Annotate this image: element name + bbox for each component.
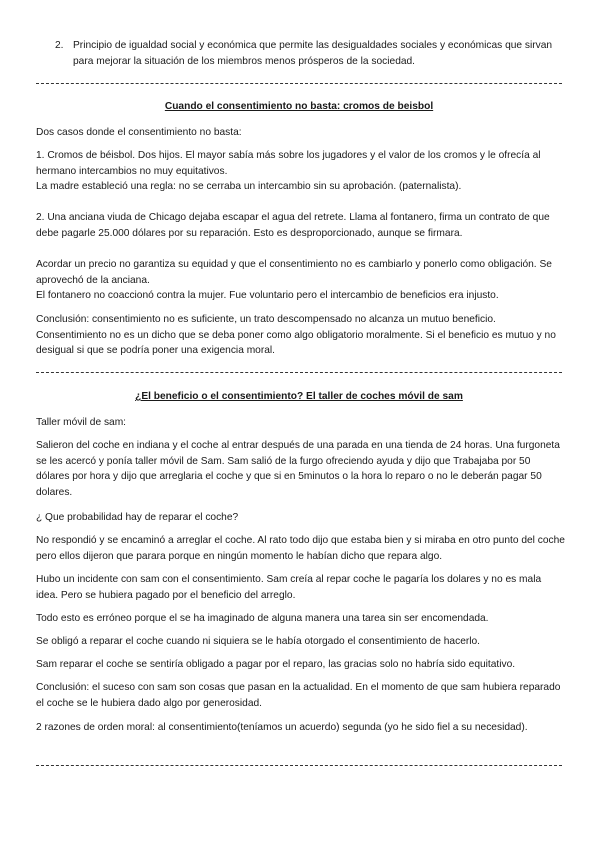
paragraph: ¿ Que probabilidad hay de reparar el coche? xyxy=(36,512,239,523)
list-item-text: Principio de igualdad social y económica que permite las desigualdades sociales y económicas que sirvan para mejorar la situación de los miembros menos prósperos de la sociedad. xyxy=(73,40,553,67)
paragraph: Se obligó a reparar el coche cuando ni siquiera se le había otorgado el consentimiento de hacerlo. xyxy=(36,636,481,647)
paragraph-conclusion: Conclusión: el suceso con sam son cosas que pasan en la actualidad. En el momento de que sam hubiera reparado el coche se le hubiera dado algo por generosidad. xyxy=(36,682,561,709)
paragraph: No respondió y se encaminó a arreglar el coche. Al rato todo dijo que estaba bien y si miraba en otro punto del coche pero ellos dijeron que parara porque en ningún momento le habían dicho que repara algo. xyxy=(36,535,565,562)
paragraph: Taller móvil de sam: xyxy=(36,417,127,428)
paragraph: Hubo un incidente con sam con el consentimiento. Sam creía al repar coche le pagaría los dolares y no es mala idea. Pero se hubiera pagado por el beneficio del arreglo. xyxy=(36,574,542,601)
section-heading-cromos: Cuando el consentimiento no basta: cromos de beisbol xyxy=(164,101,434,112)
dashed-separator xyxy=(36,765,562,766)
list-number: 2. xyxy=(55,40,64,51)
dashed-separator xyxy=(36,372,562,373)
paragraph: Sam reparar el coche se sentiría obligado a pagar por el reparo, las gracias solo no habría sido equitativo. xyxy=(36,659,516,670)
case-1-text: 1. Cromos de béisbol. Dos hijos. El mayor sabía más sobre los jugadores y el valor de los cromos y le ofrecía al hermano intercambios no muy equitativos. xyxy=(36,150,541,177)
paragraph: Dos casos donde el consentimiento no basta: xyxy=(36,127,242,138)
paragraph-case-2: 2. Una anciana viuda de Chicago dejaba escapar el agua del retrete. Llama al fontanero, firma un contrato de que debe pagarle 25.000 dólares por su reparación. Esto es desproporcionado, aunque se firmara. xyxy=(36,212,550,239)
section-heading-taller: ¿El beneficio o el consentimiento? El taller de coches móvil de sam xyxy=(135,391,463,402)
paragraph-line: Acordar un precio no garantiza su equidad y que el consentimiento no es cambiarlo y ponerlo como obligación. Se aprovechó de la anciana. xyxy=(36,259,552,286)
paragraph: 2 razones de orden moral: al consentimiento(teníamos un acuerdo) segunda (yo he sido fiel a su necesidad). xyxy=(36,722,528,733)
dashed-separator xyxy=(36,83,562,84)
paragraph-case-1 xyxy=(36,148,566,195)
paragraph: Salieron del coche en indiana y el coche al entrar después de una parada en una tienda de 24 horas. Una furgoneta se les acercó y ponía taller móvil de Sam. Sam salió de la furgo ofreciendo ayuda y dijo que Trabajaba por 50 dólares por hora y dijo que arreglaria el coche y que si en 5minutos o la hora lo reparo o no le deberán pagar 50 dolares. xyxy=(36,440,560,498)
paragraph-line: El fontanero no coaccionó contra la mujer. Fue voluntario pero el intercambio de beneficios era injusto. xyxy=(36,290,499,301)
paragraph xyxy=(36,257,566,304)
case-1-rule: La madre estableció una regla: no se cerraba un intercambio sin su aprobación. (paternalista). xyxy=(36,181,462,192)
paragraph: Todo esto es erróneo porque el se ha imaginado de alguna manera una tarea sin ser encomendada. xyxy=(36,613,489,624)
paragraph-conclusion: Conclusión: consentimiento no es suficiente, un trato descompensado no alcanza un mutuo beneficio. Consentimiento no es un dicho que se deba poner como algo obligatorio moralmente. Si el beneficio es mutuo y no desigual si que se podría poner una exigencia moral. xyxy=(36,314,556,356)
